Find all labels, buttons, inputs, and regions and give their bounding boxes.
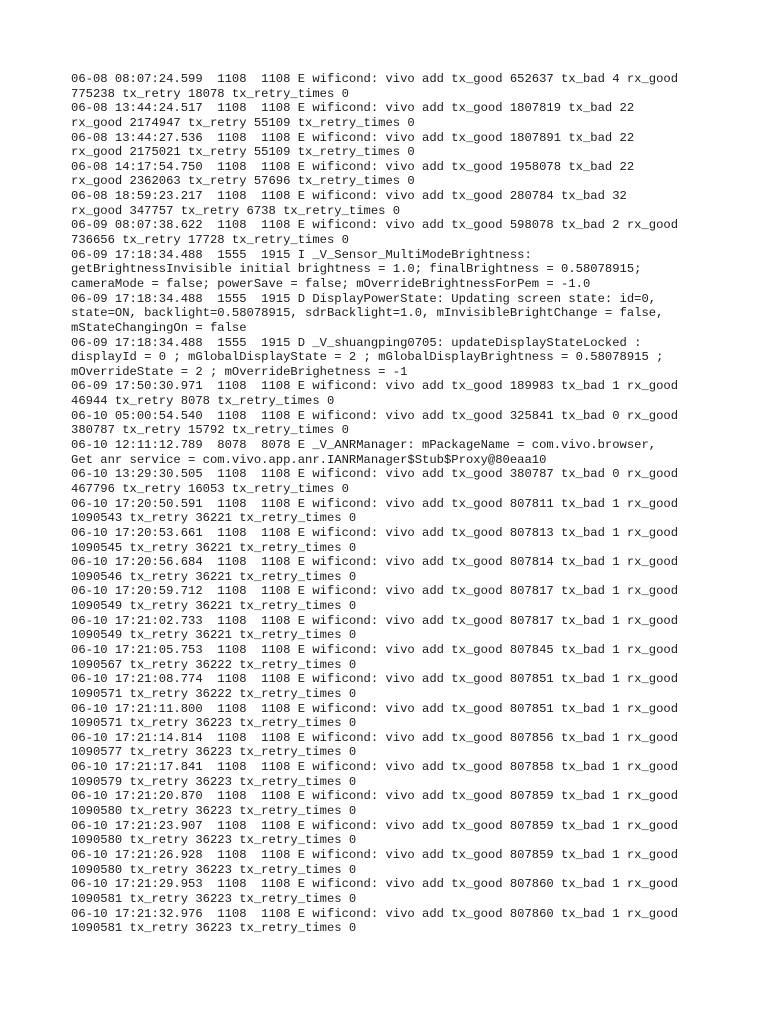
log-line: state=ON, backlight=0.58078915, sdrBacklight=1.0, mInvisibleBrightChange = false,	[71, 306, 664, 321]
log-line: 06-10 17:20:53.661 1108 1108 E wificond: vivo add tx_good 807813 tx_bad 1 rx_good	[71, 525, 679, 540]
log-line: 06-10 17:21:23.907 1108 1108 E wificond: vivo add tx_good 807859 tx_bad 1 rx_good	[71, 818, 679, 833]
log-line: 775238 tx_retry 18078 tx_retry_times 0	[71, 86, 349, 101]
log-line: 46944 tx_retry 8078 tx_retry_times 0	[71, 394, 335, 409]
log-line: 1090571 tx_retry 36223 tx_retry_times 0	[71, 716, 357, 731]
log-line: 06-10 17:21:32.976 1108 1108 E wificond: vivo add tx_good 807860 tx_bad 1 rx_good	[71, 906, 679, 921]
log-line: 06-10 17:21:29.953 1108 1108 E wificond: vivo add tx_good 807860 tx_bad 1 rx_good	[71, 877, 679, 892]
log-line: displayId = 0 ; mGlobalDisplayState = 2 ; mGlobalDisplayBrightness = 0.58078915 ;	[71, 350, 664, 365]
log-line: 380787 tx_retry 15792 tx_retry_times 0	[71, 423, 349, 438]
log-line: 1090546 tx_retry 36221 tx_retry_times 0	[71, 569, 357, 584]
log-line: 467796 tx_retry 16053 tx_retry_times 0	[71, 481, 349, 496]
log-line: rx_good 2362063 tx_retry 57696 tx_retry_times 0	[71, 174, 415, 189]
log-line: 1090579 tx_retry 36223 tx_retry_times 0	[71, 774, 357, 789]
log-line: 1090580 tx_retry 36223 tx_retry_times 0	[71, 804, 357, 819]
log-line: rx_good 2175021 tx_retry 55109 tx_retry_times 0	[71, 145, 415, 160]
log-line: 06-08 14:17:54.750 1108 1108 E wificond: vivo add tx_good 1958078 tx_bad 22	[71, 159, 635, 174]
log-line: 06-10 17:21:02.733 1108 1108 E wificond: vivo add tx_good 807817 tx_bad 1 rx_good	[71, 613, 679, 628]
log-line: 06-10 17:20:56.684 1108 1108 E wificond: vivo add tx_good 807814 tx_bad 1 rx_good	[71, 555, 679, 570]
log-line: Get anr service = com.vivo.app.anr.IANRManager$Stub$Proxy@80eaa10	[71, 452, 547, 467]
log-line: 06-10 12:11:12.789 8078 8078 E _V_ANRManager: mPackageName = com.vivo.browser,	[71, 438, 657, 453]
log-line: 06-10 17:21:26.928 1108 1108 E wificond: vivo add tx_good 807859 tx_bad 1 rx_good	[71, 847, 679, 862]
log-line: 06-10 17:20:50.591 1108 1108 E wificond: vivo add tx_good 807811 tx_bad 1 rx_good	[71, 496, 679, 511]
log-line: rx_good 347757 tx_retry 6738 tx_retry_times 0	[71, 203, 401, 218]
log-text	[71, 72, 711, 936]
log-line: 1090580 tx_retry 36223 tx_retry_times 0	[71, 862, 357, 877]
log-line: 06-10 17:21:14.814 1108 1108 E wificond: vivo add tx_good 807856 tx_bad 1 rx_good	[71, 730, 679, 745]
log-line: getBrightnessInvisible initial brightness = 1.0; finalBrightness = 0.58078915;	[71, 262, 642, 277]
log-line: 06-09 17:50:30.971 1108 1108 E wificond: vivo add tx_good 189983 tx_bad 1 rx_good	[71, 379, 679, 394]
log-line: 1090581 tx_retry 36223 tx_retry_times 0	[71, 921, 357, 936]
log-line: 06-10 17:20:59.712 1108 1108 E wificond: vivo add tx_good 807817 tx_bad 1 rx_good	[71, 584, 679, 599]
log-line: mOverrideState = 2 ; mOverrideBrighetness = -1	[71, 364, 408, 379]
log-line: 06-10 17:21:11.800 1108 1108 E wificond: vivo add tx_good 807851 tx_bad 1 rx_good	[71, 701, 679, 716]
log-line: 06-10 17:21:08.774 1108 1108 E wificond: vivo add tx_good 807851 tx_bad 1 rx_good	[71, 672, 679, 687]
log-line: 1090543 tx_retry 36221 tx_retry_times 0	[71, 511, 357, 526]
log-line: 06-08 13:44:27.536 1108 1108 E wificond: vivo add tx_good 1807891 tx_bad 22	[71, 130, 635, 145]
log-line: 1090567 tx_retry 36222 tx_retry_times 0	[71, 657, 357, 672]
log-line: 06-08 18:59:23.217 1108 1108 E wificond: vivo add tx_good 280784 tx_bad 32	[71, 189, 627, 204]
log-line: 06-09 17:18:34.488 1555 1915 D _V_shuangping0705: updateDisplayStateLocked :	[71, 335, 642, 350]
log-line: 1090549 tx_retry 36221 tx_retry_times 0	[71, 599, 357, 614]
log-line: 06-10 17:21:17.841 1108 1108 E wificond: vivo add tx_good 807858 tx_bad 1 rx_good	[71, 760, 679, 775]
log-line: mStateChangingOn = false	[71, 320, 247, 335]
log-line: 1090549 tx_retry 36221 tx_retry_times 0	[71, 628, 357, 643]
log-line: 1090581 tx_retry 36223 tx_retry_times 0	[71, 891, 357, 906]
log-line: 736656 tx_retry 17728 tx_retry_times 0	[71, 233, 349, 248]
log-line: 06-10 13:29:30.505 1108 1108 E wificond: vivo add tx_good 380787 tx_bad 0 rx_good	[71, 467, 679, 482]
log-line: 06-10 17:21:05.753 1108 1108 E wificond: vivo add tx_good 807845 tx_bad 1 rx_good	[71, 642, 679, 657]
log-line: 06-09 08:07:38.622 1108 1108 E wificond: vivo add tx_good 598078 tx_bad 2 rx_good	[71, 218, 679, 233]
log-line: cameraMode = false; powerSave = false; mOverrideBrightnessForPem = -1.0	[71, 276, 591, 291]
log-line: 1090577 tx_retry 36223 tx_retry_times 0	[71, 745, 357, 760]
log-line: 1090545 tx_retry 36221 tx_retry_times 0	[71, 540, 357, 555]
log-line: 06-08 08:07:24.599 1108 1108 E wificond: vivo add tx_good 652637 tx_bad 4 rx_good	[71, 72, 679, 86]
log-line: 1090580 tx_retry 36223 tx_retry_times 0	[71, 833, 357, 848]
log-line: 06-09 17:18:34.488 1555 1915 I _V_Sensor_MultiModeBrightness:	[71, 247, 532, 262]
log-line: 06-10 05:00:54.540 1108 1108 E wificond: vivo add tx_good 325841 tx_bad 0 rx_good	[71, 408, 679, 423]
log-line: 06-08 13:44:24.517 1108 1108 E wificond: vivo add tx_good 1807819 tx_bad 22	[71, 101, 635, 116]
log-line: 1090571 tx_retry 36222 tx_retry_times 0	[71, 686, 357, 701]
log-line: rx_good 2174947 tx_retry 55109 tx_retry_times 0	[71, 115, 415, 130]
log-line: 06-10 17:21:20.870 1108 1108 E wificond: vivo add tx_good 807859 tx_bad 1 rx_good	[71, 789, 679, 804]
log-line: 06-09 17:18:34.488 1555 1915 D DisplayPowerState: Updating screen state: id=0,	[71, 291, 657, 306]
